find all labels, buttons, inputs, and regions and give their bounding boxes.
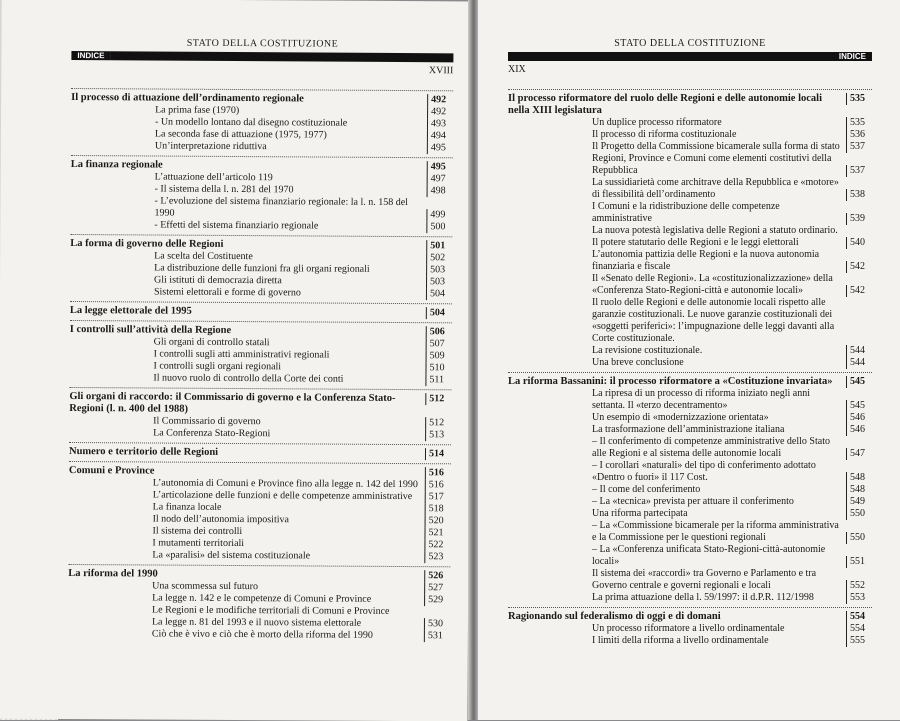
toc-entry — [508, 388, 872, 412]
entry-page-number: 548 — [846, 484, 872, 496]
toc-entry — [508, 424, 872, 436]
toc-section — [68, 564, 450, 642]
toc-section — [508, 372, 872, 604]
section-page-number: 514 — [425, 448, 451, 460]
entry-title: La prima fase (1970) — [71, 104, 427, 118]
section-title: Gli organi di raccordo: il Commissario di governo e la Conferenza Stato-Regioni (l. n. 400 del 1988) — [69, 391, 425, 417]
entry-title: Le Regioni e le modifiche territoriali di Comuni e Province — [68, 604, 424, 618]
toc-entry — [508, 635, 872, 647]
entry-title: – I corollari «naturali» del tipo di conferimento adottato «Dentro o fuori» il 117 Cost. — [508, 460, 846, 484]
entry-page-number: 510 — [425, 362, 451, 374]
entry-page-number: 527 — [424, 582, 450, 594]
entry-title: Un’interpretazione riduttiva — [71, 140, 427, 154]
entry-page-number: 503 — [426, 264, 452, 276]
entry-title: La nuova potestà legislativa delle Regioni a statuto ordinario. Il potere statutario delle Regioni e le leggi elettorali — [508, 225, 846, 249]
section-title: Ragionando sul federalismo di oggi e di domani — [508, 611, 846, 623]
entry-page-number: 536 — [846, 129, 872, 141]
entry-page-number: 521 — [424, 527, 450, 539]
section-title: La riforma del 1990 — [68, 568, 424, 582]
section-heading-row — [508, 376, 872, 388]
entry-page-number: 542 — [846, 285, 872, 297]
entry-page-number: 502 — [426, 252, 452, 264]
entry-page-number: 555 — [846, 635, 872, 647]
entry-page-number: 546 — [846, 412, 872, 424]
entry-page-number: 540 — [846, 237, 872, 249]
entry-title: La legge n. 142 e le competenze di Comuni e Province — [68, 592, 424, 606]
entry-page-number: 550 — [846, 532, 872, 544]
running-head: STATO DELLA COSTITUZIONE — [71, 37, 453, 50]
entry-page-number: 545 — [846, 400, 872, 412]
entry-page-number: 547 — [846, 448, 872, 460]
entry-title: - Il sistema della l. n. 281 del 1970 — [71, 183, 427, 197]
toc-entry — [68, 549, 450, 563]
toc-section — [68, 461, 451, 563]
entry-title: I controlli sugli atti amministrativi regionali — [70, 348, 426, 362]
toc-entry — [508, 357, 872, 369]
toc-entry — [508, 496, 872, 508]
entry-title: Il ruolo delle Regioni e delle autonomie locali rispetto alle garanzie costituzionali. Le nuove garanzie costituzionali dei «soggetti periferici»: l’impugnazione delle leggi davanti alla Corte costituzionale. — [508, 297, 846, 345]
section-page-number: 526 — [424, 570, 450, 582]
toc-entry — [71, 140, 453, 154]
entry-page-number: 507 — [426, 338, 452, 350]
entry-title: La ripresa di un processo di riforma iniziato negli anni settanta. Il «terzo decentramento» — [508, 388, 846, 412]
toc-entry — [508, 460, 872, 484]
entry-title: La distribuzione delle funzioni fra gli organi regionali — [70, 262, 426, 276]
section-title: La legge elettorale del 1995 — [70, 305, 426, 319]
toc-entry — [508, 623, 872, 635]
section-title: La finanza regionale — [71, 159, 427, 173]
toc-entry — [68, 628, 450, 642]
toc-section — [69, 320, 451, 386]
entry-title: – La «Commissione bicamerale per la riforma amministrativa e la Commissione per le questioni regionali — [508, 520, 846, 544]
entry-title: Il «Senato delle Regioni». La «costituzionalizzazione» della «Conferenza Stato-Regioni-città e autonomie locali» — [508, 273, 846, 297]
entry-page-number: 522 — [424, 539, 450, 551]
toc-entry — [508, 177, 872, 201]
toc-entry — [508, 568, 872, 592]
entry-title: La legge n. 81 del 1993 e il nuovo sistema elettorale — [68, 616, 424, 630]
table-of-contents — [508, 89, 872, 647]
table-of-contents — [68, 88, 453, 642]
entry-page-number: 538 — [846, 189, 872, 201]
section-heading-row — [70, 305, 452, 319]
entry-page-number: 516 — [425, 479, 451, 491]
entry-page-number: 546 — [846, 424, 872, 436]
section-title: La forma di governo delle Regioni — [70, 238, 426, 252]
section-page-number: 535 — [846, 93, 872, 105]
entry-title: La trasformazione dell’amministrazione italiana — [508, 424, 846, 436]
entry-page-number: 497 — [427, 173, 453, 185]
right-page — [478, 0, 900, 720]
entry-title: Una scommessa sul futuro — [68, 580, 424, 594]
toc-entry — [69, 427, 451, 441]
entry-title: Un processo riformatore a livello ordinamentale — [508, 623, 846, 635]
entry-title: Un esempio di «modernizzazione orientata» — [508, 412, 846, 424]
entry-title: Ciò che è vivo e ciò che è morto della riforma del 1990 — [68, 628, 424, 642]
entry-title: Il Commissario di governo — [69, 415, 425, 429]
entry-title: Una breve conclusione — [508, 357, 846, 369]
entry-page-number: 495 — [427, 142, 453, 154]
toc-entry — [70, 195, 452, 221]
entry-page-number: 529 — [424, 594, 450, 606]
entry-title: L’autonomia pattizia delle Regioni e la nuova autonomia finanziaria e fiscale — [508, 249, 846, 273]
entry-page-number: 493 — [427, 118, 453, 130]
entry-title: Il sistema dei «raccordi» tra Governo e Parlamento e tra Governo centrale e governi regionali e locali — [508, 568, 846, 592]
entry-title: La sussidiarietà come architrave della Repubblica e «motore» di flessibilità dell’ordinamento — [508, 177, 846, 201]
entry-title: Il sistema dei controlli — [68, 525, 424, 539]
indice-tag: INDICE — [833, 52, 872, 61]
entry-title: La prima attuazione della l. 59/1997: il d.P.R. 112/1998 — [508, 592, 846, 604]
entry-page-number: 530 — [424, 618, 450, 630]
entry-page-number: 539 — [846, 213, 872, 225]
entry-title: - Un modello lontano dal disegno costituzionale — [71, 116, 427, 130]
toc-entry — [508, 592, 872, 604]
entry-title: Un duplice processo riformatore — [508, 117, 846, 129]
entry-title: I limiti della riforma a livello ordinamentale — [508, 635, 846, 647]
entry-page-number: 509 — [426, 350, 452, 362]
entry-page-number: 520 — [425, 515, 451, 527]
section-page-number: 501 — [426, 240, 452, 252]
entry-title: L’autonomia di Comuni e Province fino alla legge n. 142 del 1990 — [69, 477, 425, 491]
toc-entry — [508, 273, 872, 297]
entry-title: La finanza locale — [69, 501, 425, 515]
toc-entry — [508, 201, 872, 225]
toc-entry — [508, 117, 872, 129]
section-page-number: 512 — [425, 393, 451, 405]
section-page-number: 504 — [426, 307, 452, 319]
section-page-number: 516 — [425, 467, 451, 479]
toc-section — [508, 607, 872, 647]
toc-section — [70, 155, 452, 233]
entry-page-number: 548 — [846, 472, 872, 484]
section-page-number: 495 — [427, 161, 453, 173]
section-page-number: 545 — [846, 376, 872, 388]
toc-entry — [508, 225, 872, 249]
entry-page-number: 503 — [426, 276, 452, 288]
entry-page-number: 518 — [425, 503, 451, 515]
toc-section — [70, 234, 452, 300]
entry-title: La Conferenza Stato-Regioni — [69, 427, 425, 441]
section-page-number: 506 — [426, 326, 452, 338]
page-number: XIX — [508, 64, 872, 75]
entry-title: Sistemi elettorali e forme di governo — [70, 286, 426, 300]
toc-entry — [508, 297, 872, 345]
toc-section — [69, 442, 451, 460]
entry-page-number: 535 — [846, 117, 872, 129]
section-page-number: 554 — [846, 611, 872, 623]
entry-page-number: 513 — [425, 429, 451, 441]
running-head: STATO DELLA COSTITUZIONE — [508, 38, 872, 49]
entry-page-number: 550 — [846, 508, 872, 520]
entry-page-number: 537 — [846, 165, 872, 177]
entry-page-number: 517 — [425, 491, 451, 503]
toc-section — [508, 89, 872, 369]
toc-entry — [508, 153, 872, 177]
toc-section — [69, 387, 451, 441]
entry-title: – La «Conferenza unificata Stato-Regioni-città-autonomie locali» — [508, 544, 846, 568]
toc-section — [71, 88, 453, 154]
toc-entry — [70, 219, 452, 233]
entry-page-number: 512 — [425, 417, 451, 429]
section-heading-row — [69, 446, 451, 460]
entry-page-number: 494 — [427, 130, 453, 142]
entry-page-number: 531 — [424, 630, 450, 642]
section-title: Comuni e Province — [69, 465, 425, 479]
section-heading-row — [508, 93, 872, 117]
toc-entry — [508, 436, 872, 460]
toc-entry — [508, 412, 872, 424]
entry-title: - L’evoluzione del sistema finanziario regionale: la l. n. 158 del 1990 — [70, 195, 426, 221]
entry-title: Una riforma partecipata — [508, 508, 846, 520]
section-page-number: 492 — [427, 94, 453, 106]
toc-entry — [508, 345, 872, 357]
entry-title: Il nodo dell’autonomia impositiva — [69, 513, 425, 527]
entry-title: Regioni, Province e Comuni come elementi costitutivi della Repubblica — [508, 153, 846, 177]
section-heading-row — [69, 391, 451, 417]
entry-page-number: 554 — [846, 623, 872, 635]
entry-page-number: 492 — [427, 106, 453, 118]
toc-entry — [70, 286, 452, 300]
entry-title: La «paralisi» del sistema costituzionale — [68, 549, 424, 563]
indice-tag: INDICE — [71, 50, 110, 59]
section-title: Il processo di attuazione dell’ordinamento regionale — [71, 92, 427, 106]
entry-title: La seconda fase di attuazione (1975, 1977) — [71, 128, 427, 142]
entry-page-number: 551 — [846, 556, 872, 568]
entry-title: Gli istituti di democrazia diretta — [70, 274, 426, 288]
entry-page-number: 549 — [846, 496, 872, 508]
entry-page-number: 553 — [846, 592, 872, 604]
entry-title: I controlli sugli organi regionali — [69, 360, 425, 374]
header-bar — [508, 51, 872, 61]
entry-title: L’attuazione dell’articolo 119 — [71, 171, 427, 185]
entry-page-number: 544 — [846, 345, 872, 357]
section-title: I controlli sull’attività della Regione — [70, 324, 426, 338]
entry-title: I Comuni e la ridistribuzione delle competenze amministrative — [508, 201, 846, 225]
section-title: La riforma Bassanini: il processo riformatore a «Costituzione invariata» — [508, 376, 846, 388]
toc-entry — [508, 141, 872, 153]
entry-page-number: 544 — [846, 357, 872, 369]
entry-title: Il nuovo ruolo di controllo della Corte dei conti — [69, 372, 425, 386]
entry-title: - Effetti del sistema finanziario regionale — [70, 219, 426, 233]
entry-page-number: 498 — [427, 185, 453, 197]
toc-entry — [508, 484, 872, 496]
toc-entry — [508, 520, 872, 544]
entry-title: – La «tecnica» prevista per attuare il conferimento — [508, 496, 846, 508]
section-title: Numero e territorio delle Regioni — [69, 446, 425, 460]
entry-title: I mutamenti territoriali — [68, 537, 424, 551]
page-number: XVIII — [71, 63, 453, 76]
entry-page-number: 542 — [846, 261, 872, 273]
entry-title: La revisione costituzionale. — [508, 345, 846, 357]
entry-page-number: 504 — [426, 288, 452, 300]
entry-title: – Il conferimento di competenze amministrative dello Stato alle Regioni e al sistema delle autonomie locali — [508, 436, 846, 460]
entry-title: – Il come del conferimento — [508, 484, 846, 496]
toc-entry — [508, 249, 872, 273]
header-bar — [71, 50, 453, 62]
toc-entry — [69, 372, 451, 386]
toc-entry — [508, 544, 872, 568]
entry-title: L’articolazione delle funzioni e delle competenze amministrative — [69, 489, 425, 503]
black-bar — [508, 52, 833, 61]
entry-title: Il processo di riforma costituzionale — [508, 129, 846, 141]
entry-page-number: 500 — [426, 221, 452, 233]
toc-section — [70, 301, 452, 319]
toc-entry — [508, 129, 872, 141]
section-heading-row — [508, 611, 872, 623]
entry-page-number: 523 — [424, 551, 450, 563]
entry-title: La scelta del Costituente — [70, 250, 426, 264]
black-bar — [111, 51, 454, 62]
entry-title: Gli organi di controllo statali — [70, 336, 426, 350]
section-title: Il processo riformatore del ruolo delle Regioni e delle autonomie locali nella XIII legislatura — [508, 93, 846, 117]
entry-page-number: 552 — [846, 580, 872, 592]
entry-page-number: 537 — [846, 141, 872, 153]
entry-page-number: 499 — [426, 209, 452, 221]
entry-page-number: 511 — [425, 374, 451, 386]
entry-title: Il Progetto della Commissione bicamerale sulla forma di stato — [508, 141, 846, 153]
toc-entry — [508, 508, 872, 520]
